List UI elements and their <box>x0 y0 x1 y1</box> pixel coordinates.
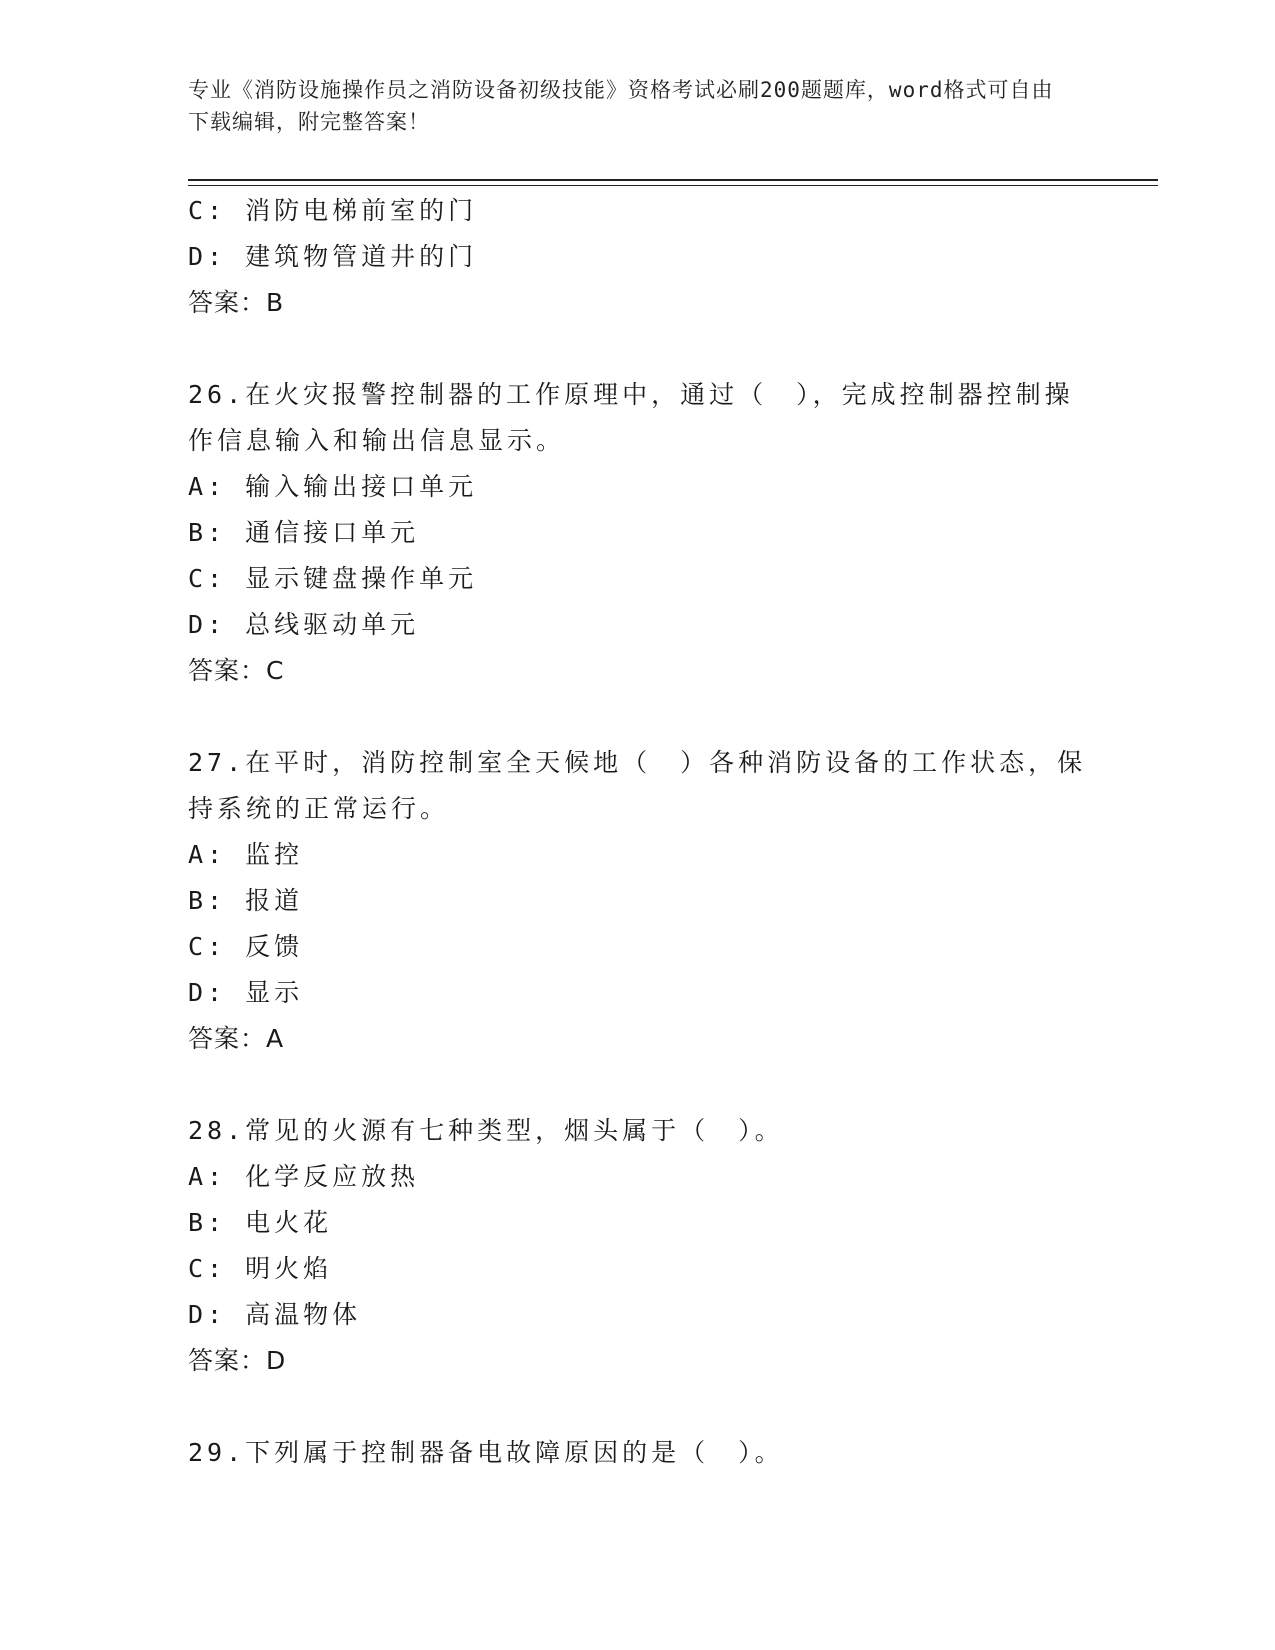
option-b: B: 通信接口单元 <box>188 518 420 547</box>
header-rule-thin <box>188 185 1158 186</box>
spacer <box>188 1062 1088 1108</box>
answer-line: 答案：D <box>188 1346 287 1375</box>
option-c: C: 消防电梯前室的门 <box>188 196 478 225</box>
option-c: C: 显示键盘操作单元 <box>188 564 478 593</box>
answer-line: 答案：A <box>188 1024 285 1053</box>
option-b: B: 电火花 <box>188 1208 333 1237</box>
answer-line: 答案：B <box>188 288 285 317</box>
option-a: A: 化学反应放热 <box>188 1162 420 1191</box>
document-header: 专业《消防设施操作员之消防设备初级技能》资格考试必刷200题题库，word格式可自由下载编辑，附完整答案！ <box>188 78 1054 134</box>
option-c: C: 明火焰 <box>188 1254 333 1283</box>
question-stem-29: 29.下列属于控制器备电故障原因的是（ ）。 <box>188 1438 784 1467</box>
option-a: A: 输入输出接口单元 <box>188 472 478 501</box>
spacer <box>188 326 1088 372</box>
question-stem-27: 27.在平时，消防控制室全天候地（ ）各种消防设备的工作状态，保持系统的正常运行。 <box>188 748 1087 823</box>
option-d: D: 总线驱动单元 <box>188 610 420 639</box>
question-stem-26: 26.在火灾报警控制器的工作原理中，通过（ ），完成控制器控制操作信息输入和输出信息显示。 <box>188 380 1074 455</box>
option-b: B: 报道 <box>188 886 304 915</box>
answer-line: 答案：C <box>188 656 285 685</box>
option-d: D: 高温物体 <box>188 1300 362 1329</box>
spacer <box>188 694 1088 740</box>
option-c: C: 反馈 <box>188 932 304 961</box>
option-a: A: 监控 <box>188 840 304 869</box>
option-d: D: 建筑物管道井的门 <box>188 242 478 271</box>
spacer <box>188 1384 1088 1430</box>
question-content <box>188 188 1088 1476</box>
header-rule-thick <box>188 179 1158 181</box>
question-stem-28: 28.常见的火源有七种类型，烟头属于（ ）。 <box>188 1116 784 1145</box>
option-d: D: 显示 <box>188 978 304 1007</box>
